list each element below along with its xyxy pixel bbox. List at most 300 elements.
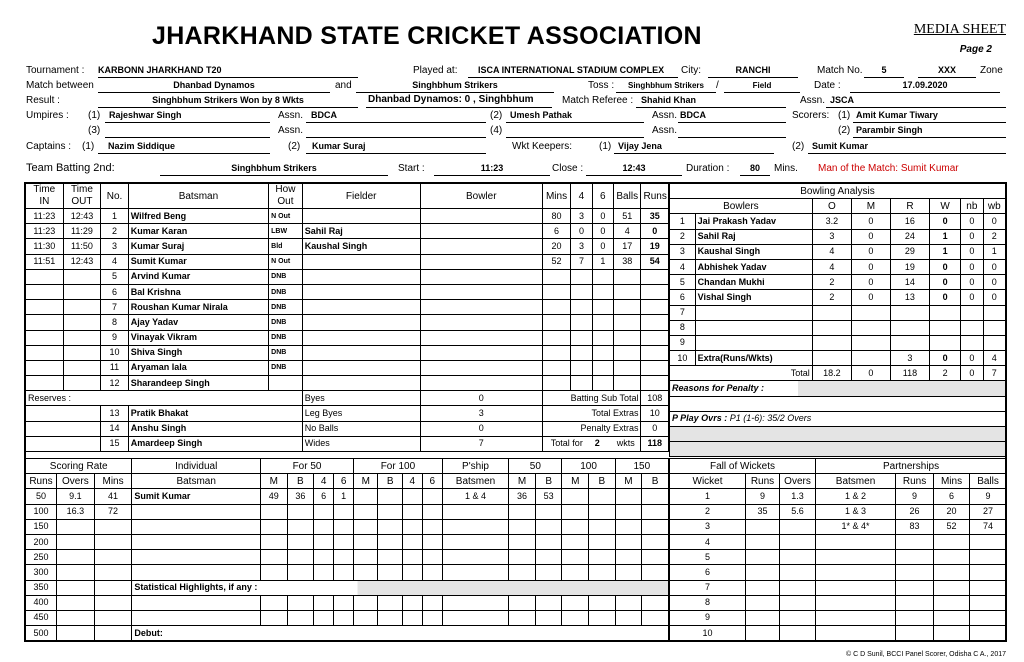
b50-subheader: B (287, 474, 314, 489)
milestone-runs-cell: 500 (26, 626, 57, 641)
for100-cell (402, 610, 422, 625)
overs-cell (812, 351, 851, 366)
fielder-header: Fielder (302, 184, 420, 209)
pship150-header: 150 (615, 459, 668, 474)
for100-cell (354, 550, 378, 565)
fielder-cell (302, 284, 420, 299)
bowler-cell (420, 224, 542, 239)
sixes-cell (592, 360, 613, 375)
umpire3-assn-label: Assn. (278, 125, 304, 136)
p-runs-header: Runs (896, 474, 934, 489)
milestone-batsman-cell (132, 504, 261, 519)
pship-cell (589, 565, 616, 580)
milestone-overs-cell (57, 550, 95, 565)
sixes-cell: 0 (592, 209, 613, 224)
time-in-cell (26, 284, 64, 299)
batting-no-cell: 4 (101, 254, 128, 269)
total-for-cell (542, 436, 641, 451)
wides-cell: 0 (983, 214, 1006, 229)
pship-cell (562, 565, 589, 580)
m50-subheader: M (260, 474, 287, 489)
reserve-no-cell: 14 (101, 421, 128, 436)
man-of-the-match: Man of the Match: Sumit Kumar (818, 163, 959, 174)
milestone-mins-cell (94, 595, 132, 610)
partnership-runs-cell (896, 580, 934, 595)
for50-balls-cell (287, 595, 314, 610)
batting-no-cell: 6 (101, 284, 128, 299)
scorer1-value: Amit Kumar Tiwary (856, 110, 938, 120)
fielder-cell (302, 300, 420, 315)
for50-mins-cell (260, 550, 287, 565)
fow-overs-cell: 1.3 (780, 489, 816, 504)
runs-cell (641, 284, 669, 299)
batting-no-cell: 9 (101, 330, 128, 345)
how-out-cell: LBW (269, 224, 303, 239)
time-in-cell (26, 345, 64, 360)
individual-header: Individual (132, 459, 261, 474)
milestone-batsman-cell (132, 550, 261, 565)
runs-conceded-cell (890, 320, 929, 335)
partnership-balls-cell (970, 550, 1007, 565)
wickets-cell (929, 335, 960, 350)
start-value: 11:23 (480, 163, 504, 173)
time-in-cell: 11:23 (26, 209, 64, 224)
fall-of-wicket-row (670, 595, 1007, 610)
noballs-cell: 0 (961, 214, 983, 229)
wides-label: Wides (302, 436, 420, 451)
played-at-label: Played at: (413, 65, 458, 76)
how-out-cell: N Out (269, 209, 303, 224)
partnership-mins-cell (934, 534, 970, 549)
balls-cell (614, 330, 641, 345)
runs-conceded-cell (890, 305, 929, 320)
fours-header: 4 (571, 184, 592, 209)
for50-header: For 50 (260, 459, 353, 474)
pship-cell (615, 519, 642, 534)
partnership-balls-cell: 27 (970, 504, 1007, 519)
fall-of-wickets-table (669, 458, 1007, 641)
for50-fours-cell (314, 534, 334, 549)
match-between-label: Match between (26, 80, 94, 91)
batsmen-subheader: Batsmen (442, 474, 509, 489)
wickets-cell: 0 (929, 259, 960, 274)
milestone-mins-cell (94, 626, 132, 641)
mins-cell: 52 (542, 254, 570, 269)
pship-batsmen-cell (442, 595, 509, 610)
date-value: 17.09.2020 (902, 80, 948, 90)
maidens-cell (851, 320, 890, 335)
duration-value: 80 (749, 163, 760, 173)
milestone-overs-cell (57, 565, 95, 580)
for50-mins-cell (260, 610, 287, 625)
bowler-header: Bowler (420, 184, 542, 209)
pship50-balls-cell: 53 (535, 489, 562, 504)
p-balls-header: Balls (970, 474, 1007, 489)
extra-type-label: Leg Byes (302, 406, 420, 421)
city-label: City: (681, 65, 701, 76)
page-number: Page 2 (959, 44, 992, 55)
extra-type-label: No Balls (302, 421, 420, 436)
date-label: Date : (814, 80, 841, 91)
runs-cell: 19 (641, 239, 669, 254)
batsman-name-cell: Kumar Karan (128, 224, 268, 239)
association-title: JHARKHAND STATE CRICKET ASSOCIATION (152, 22, 702, 50)
for100-cell (354, 534, 378, 549)
scoring-rate-row (26, 519, 669, 534)
pship50-mins-cell (509, 610, 536, 625)
pship-batsmen-cell (442, 534, 509, 549)
milestone-mins-cell (94, 519, 132, 534)
fielder-cell (302, 315, 420, 330)
for50-fours-cell (314, 504, 334, 519)
pship-cell (642, 489, 669, 504)
balls-cell (614, 376, 641, 391)
tournament-label: Tournament : (26, 65, 85, 76)
mins-cell (542, 300, 570, 315)
fow-overs-cell (780, 610, 816, 625)
partnership-batsmen-cell (816, 565, 896, 580)
maidens-cell: 0 (851, 290, 890, 305)
for50-mins-cell: 49 (260, 489, 287, 504)
fours-cell (571, 376, 592, 391)
batsman-name-cell: Bal Krishna (128, 284, 268, 299)
umpire1-assn-value: BDCA (311, 110, 337, 120)
pship-cell (642, 565, 669, 580)
pship50-balls-cell (535, 550, 562, 565)
batsman-row (26, 376, 669, 391)
maidens-cell: 0 (851, 229, 890, 244)
partnership-runs-cell: 83 (896, 519, 934, 534)
bowler-name-cell: Vishal Singh (695, 290, 812, 305)
bowler-no-cell: 4 (670, 259, 696, 274)
milestone-overs-cell (57, 610, 95, 625)
for100-cell (354, 504, 378, 519)
fielder-cell (302, 330, 420, 345)
milestone-mins-cell (94, 580, 132, 595)
partnership-runs-cell (896, 626, 934, 641)
runs-cell (641, 315, 669, 330)
noballs-cell: 0 (961, 229, 983, 244)
milestone-mins-cell (94, 610, 132, 625)
city-value: RANCHI (735, 65, 771, 75)
scoring-rate-row (26, 550, 669, 565)
batting-no-cell: 2 (101, 224, 128, 239)
runs-header: Runs (641, 184, 669, 209)
team-batting-value: Singhbhum Strikers (231, 163, 317, 173)
bowling-table (669, 183, 1006, 457)
fielder-cell (302, 376, 420, 391)
for100-cell (378, 504, 402, 519)
pship-cell (615, 534, 642, 549)
batsman-name-cell: Ajay Yadav (128, 315, 268, 330)
pship-cell (589, 489, 616, 504)
copyright-footer: © C D Sunil, BCCI Panel Scorer, Odisha C A., 2017 (845, 651, 1006, 658)
for100-cell (354, 519, 378, 534)
batsman-row (26, 254, 669, 269)
bowler-row (670, 244, 1006, 259)
pship-cell (615, 610, 642, 625)
for100-cell (402, 565, 422, 580)
balls-cell (614, 360, 641, 375)
bowler-row (670, 290, 1006, 305)
fow-runs-cell (746, 595, 780, 610)
fall-of-wicket-row (670, 610, 1007, 625)
fall-of-wickets-title: Fall of Wickets (670, 459, 816, 474)
umpire1-assn-label: Assn. (278, 110, 304, 121)
time-out-cell (63, 300, 101, 315)
sixes-cell (592, 330, 613, 345)
bowler-cell (420, 330, 542, 345)
wickets-cell: 0 (929, 275, 960, 290)
bowler-no-cell: 1 (670, 214, 696, 229)
time-out-cell (63, 360, 101, 375)
zone-label: Zone (980, 65, 1003, 76)
balls-cell: 4 (614, 224, 641, 239)
umpire2-assn-label: Assn. (652, 110, 678, 121)
and-label: and (335, 80, 352, 91)
wickets-cell (929, 320, 960, 335)
runs-conceded-cell: 19 (890, 259, 929, 274)
fow-overs-cell (780, 580, 816, 595)
pship-cell (615, 565, 642, 580)
for50-balls-cell (287, 550, 314, 565)
bowler-no-cell: 2 (670, 229, 696, 244)
captain2-value: Kumar Suraj (312, 141, 366, 151)
byes-label: Byes (302, 391, 420, 406)
fow-runs-cell (746, 550, 780, 565)
wicket-no-cell: 1 (670, 489, 746, 504)
bowler-no-cell: 8 (670, 320, 696, 335)
partnership-mins-cell: 20 (934, 504, 970, 519)
pship-cell (642, 610, 669, 625)
pship-cell (642, 595, 669, 610)
batsman-row (26, 345, 669, 360)
mins-cell (542, 376, 570, 391)
fow-runs-cell (746, 534, 780, 549)
partnership-runs-cell (896, 550, 934, 565)
batsman-name-cell: Wilfred Beng (128, 209, 268, 224)
pship-cell (589, 595, 616, 610)
bowling-total-w: 2 (929, 366, 960, 381)
milestone-runs-cell: 50 (26, 489, 57, 504)
time-in-cell: 11:30 (26, 239, 64, 254)
for50-sixes-cell (334, 550, 354, 565)
fow-runs-header: Runs (746, 474, 780, 489)
wk1-value: Vijay Jena (618, 141, 662, 151)
captain2-number: (2) (288, 141, 301, 152)
for100-cell (422, 534, 442, 549)
wides-cell: 0 (983, 290, 1006, 305)
batting-no-cell: 7 (101, 300, 128, 315)
p100m-subheader: M (562, 474, 589, 489)
scoring-rate-row (26, 580, 669, 595)
pship50-balls-cell (535, 610, 562, 625)
for100-cell (402, 550, 422, 565)
pship-cell (589, 504, 616, 519)
pship-cell (642, 504, 669, 519)
pplay-label: P Play Ovrs : (672, 413, 728, 424)
mins-cell (542, 330, 570, 345)
p50m-subheader: M (509, 474, 536, 489)
time-in-cell (26, 330, 64, 345)
runs-conceded-cell: 16 (890, 214, 929, 229)
for50-sixes-cell (334, 610, 354, 625)
bowler-no-cell: 7 (670, 305, 696, 320)
runs-cell (641, 360, 669, 375)
pplay-spacer (670, 396, 1006, 411)
wides-cell: 0 (983, 259, 1006, 274)
scorers-label: Scorers: (792, 110, 830, 121)
extra-type-value: 3 (420, 406, 542, 421)
wickets-cell: 0 (929, 351, 960, 366)
byes-value: 0 (420, 391, 542, 406)
partnership-mins-cell (934, 580, 970, 595)
wicket-no-cell: 2 (670, 504, 746, 519)
time-in-cell (26, 315, 64, 330)
overs-cell: 4 (812, 244, 851, 259)
maidens-cell: 0 (851, 259, 890, 274)
tournament-value: KARBONN JHARKHAND T20 (98, 65, 222, 75)
noballs-cell (961, 305, 983, 320)
points-value: Dhanbad Dynamos: 0 , Singhbhum (368, 94, 534, 105)
start-label: Start : (398, 163, 425, 174)
f50-subheader: 4 (314, 474, 334, 489)
reserve-row (26, 406, 669, 421)
how-out-cell: DNB (269, 345, 303, 360)
fall-of-wicket-row (670, 519, 1007, 534)
scoring-rate-row (26, 489, 669, 504)
runs-cell (641, 376, 669, 391)
fow-overs-cell (780, 534, 816, 549)
reserves-label: Reserves : (26, 391, 303, 406)
fours-cell: 3 (571, 209, 592, 224)
wicket-no-cell: 7 (670, 580, 746, 595)
overs-cell: 4 (812, 259, 851, 274)
time-out-cell: 12:43 (63, 254, 101, 269)
batsman-row (26, 300, 669, 315)
milestone-overs-cell (57, 595, 95, 610)
pship-cell (562, 504, 589, 519)
for100-cell (354, 565, 378, 580)
for50-mins-cell (260, 565, 287, 580)
mins-cell: 20 (542, 239, 570, 254)
for50-sixes-cell (334, 565, 354, 580)
milestone-overs-cell (57, 580, 95, 595)
pplay-value: P1 (1-6): 35/2 Overs (729, 413, 812, 424)
milestone-runs-cell: 250 (26, 550, 57, 565)
batting-no-cell: 1 (101, 209, 128, 224)
partnership-batsmen-cell: 1 & 2 (816, 489, 896, 504)
time-in-header: Time IN (26, 184, 64, 209)
fow-overs-cell: 5.6 (780, 504, 816, 519)
pship50-mins-cell: 36 (509, 489, 536, 504)
bowler-name-cell: Abhishek Yadav (695, 259, 812, 274)
for100-cell (422, 565, 442, 580)
batsman-row (26, 209, 669, 224)
batsman-name-cell: Sharandeep Singh (128, 376, 268, 391)
how-out-header: How Out (269, 184, 303, 209)
overs-cell: 2 (812, 275, 851, 290)
batsman-row (26, 315, 669, 330)
maidens-cell: 0 (851, 214, 890, 229)
subtotal-label: Batting Sub Total (542, 391, 641, 406)
for100-cell (378, 610, 402, 625)
time-in-cell (26, 360, 64, 375)
wicket-no-cell: 4 (670, 534, 746, 549)
batsman-subheader: Batsman (132, 474, 261, 489)
shaded-cell (670, 442, 1006, 457)
bowler-name-cell: Kaushal Singh (695, 244, 812, 259)
blank-row (670, 442, 1006, 457)
team1-value: Dhanbad Dynamos (173, 80, 255, 90)
milestone-batsman-cell (132, 519, 261, 534)
milestone-overs-cell (57, 534, 95, 549)
for50-balls-cell: 36 (287, 489, 314, 504)
mins-label: Mins. (774, 163, 798, 174)
batsman-name-cell: Kumar Suraj (128, 239, 268, 254)
media-sheet-label: MEDIA SHEET (913, 22, 1006, 37)
partnership-mins-cell (934, 610, 970, 625)
reserve-row (26, 421, 669, 436)
pship-cell (562, 550, 589, 565)
for100-cell (378, 595, 402, 610)
for50-balls-cell (287, 534, 314, 549)
runs-conceded-cell: 24 (890, 229, 929, 244)
pship-batsmen-cell (442, 550, 509, 565)
referee-label: Match Referee : (562, 95, 634, 106)
pplay-row (670, 411, 1006, 426)
team2-value: Singhbhum Strikers (412, 80, 498, 90)
batting-no-cell: 3 (101, 239, 128, 254)
partnership-balls-cell (970, 534, 1007, 549)
fours-cell (571, 269, 592, 284)
scoring-rate-row (26, 610, 669, 625)
partnership-runs-cell (896, 595, 934, 610)
partnership-runs-cell (896, 610, 934, 625)
bowler-row (670, 214, 1006, 229)
wicket-no-cell: 9 (670, 610, 746, 625)
pship-cell (589, 550, 616, 565)
for50-balls-cell (287, 610, 314, 625)
batsman-row (26, 360, 669, 375)
bowler-name-cell (695, 305, 812, 320)
runs-cell (641, 330, 669, 345)
balls-cell: 51 (614, 209, 641, 224)
milestone-overs-cell (57, 519, 95, 534)
captain1-number: (1) (82, 141, 95, 152)
reserve-spacer (26, 436, 101, 451)
for100-cell (422, 610, 442, 625)
overs-cell: 3 (812, 229, 851, 244)
umpire2-assn-value: BDCA (680, 110, 706, 120)
batting-no-cell: 10 (101, 345, 128, 360)
sixes-cell (592, 345, 613, 360)
pplay-cell (670, 411, 1006, 426)
for50-balls-cell (287, 565, 314, 580)
pship-cell (562, 534, 589, 549)
fielder-cell (302, 360, 420, 375)
runs-conceded-cell: 14 (890, 275, 929, 290)
balls-cell: 38 (614, 254, 641, 269)
batsmen-header: Batsmen (816, 474, 896, 489)
bowler-row (670, 320, 1006, 335)
time-out-cell (63, 330, 101, 345)
milestone-mins-cell: 72 (94, 504, 132, 519)
maidens-cell: 0 (851, 275, 890, 290)
balls-cell (614, 284, 641, 299)
wkts-label: wkts (616, 438, 635, 449)
bowler-no-cell: 6 (670, 290, 696, 305)
